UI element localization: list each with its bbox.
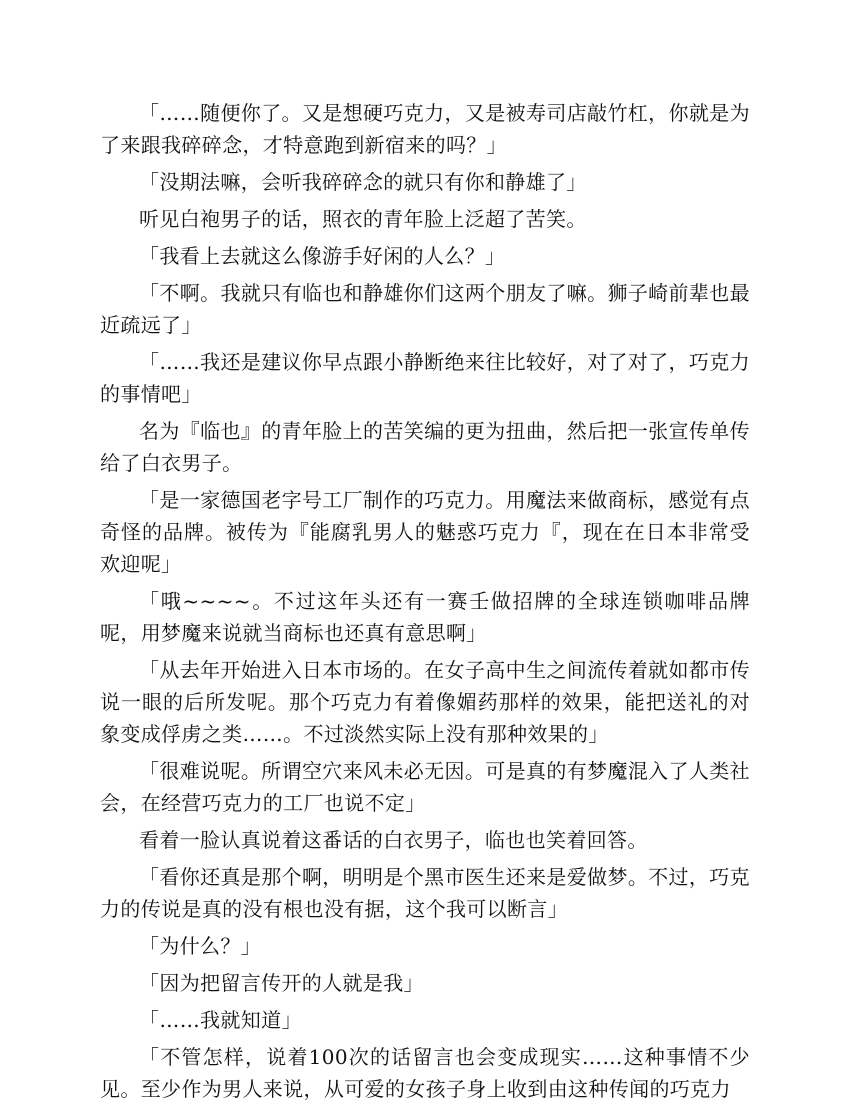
dialogue-paragraph: 「因为把留言传开的人就是我」 [139, 971, 424, 995]
dialogue-paragraph: 「哦~~~~。不过这年头还有一赛壬做招牌的全球连锁咖啡品牌呢，用梦魔来说就当商标也还真有意思啊」 [100, 589, 750, 645]
dialogue-paragraph: 「……随便你了。又是想硬巧克力，又是被寿司店敲竹杠，你就是为了来跟我碎碎念，才特意跑到新宿来的吗？」 [100, 101, 750, 157]
dialogue-paragraph: 「为什么？」 [139, 934, 262, 958]
dialogue-paragraph: 「不啊。我就只有临也和静雄你们这两个朋友了嘛。狮子崎前辈也最近疏远了」 [100, 281, 750, 337]
dialogue-paragraph: 「我看上去就这么像游手好闲的人么？」 [139, 244, 506, 268]
dialogue-paragraph: 「……我还是建议你早点跟小静断绝来往比较好，对了对了，巧克力的事情吧」 [100, 350, 750, 406]
dialogue-paragraph: 「是一家德国老字号工厂制作的巧克力。用魔法来做商标，感觉有点奇怪的品牌。被传为『能腐乳男人的魅惑巧克力『，现在在日本非常受欢迎呢」 [100, 488, 750, 576]
narration-paragraph: 听见白袍男子的话，照衣的青年脸上泛超了苦笑。 [139, 207, 587, 231]
dialogue-paragraph: 「没期法嘛，会听我碎碎念的就只有你和静雄了」 [139, 170, 587, 194]
dialogue-paragraph: 「不管怎样，说着100次的话留言也会变成现实……这种事情不少见。至少作为男人来说，从可爱的女孩子身上收到由这种传闻的巧克力 [100, 1045, 750, 1101]
dialogue-paragraph: 「很难说呢。所谓空穴来风未必无因。可是真的有梦魔混入了人类社会，在经营巧克力的工厂也说不定」 [100, 759, 750, 815]
narration-paragraph: 看着一脸认真说着这番话的白衣男子，临也也笑着回答。 [139, 828, 648, 852]
narration-paragraph: 名为『临也』的青年脸上的苦笑编的更为扭曲，然后把一张宣传单传给了白衣男子。 [100, 419, 750, 475]
document-page [100, 97, 750, 1110]
dialogue-paragraph: 「……我就知道」 [139, 1008, 302, 1032]
dialogue-paragraph: 「从去年开始进入日本市场的。在女子高中生之间流传着就如都市传说一眼的后所发呢。那个巧克力有着像媚药那样的效果，能把送礼的对象变成俘虏之类……。不过淡然实际上没有那种效果的」 [100, 658, 750, 746]
dialogue-paragraph: 「看你还真是那个啊，明明是个黑市医生还来是爱做梦。不过，巧克力的传说是真的没有根也没有据，这个我可以断言」 [100, 865, 750, 921]
